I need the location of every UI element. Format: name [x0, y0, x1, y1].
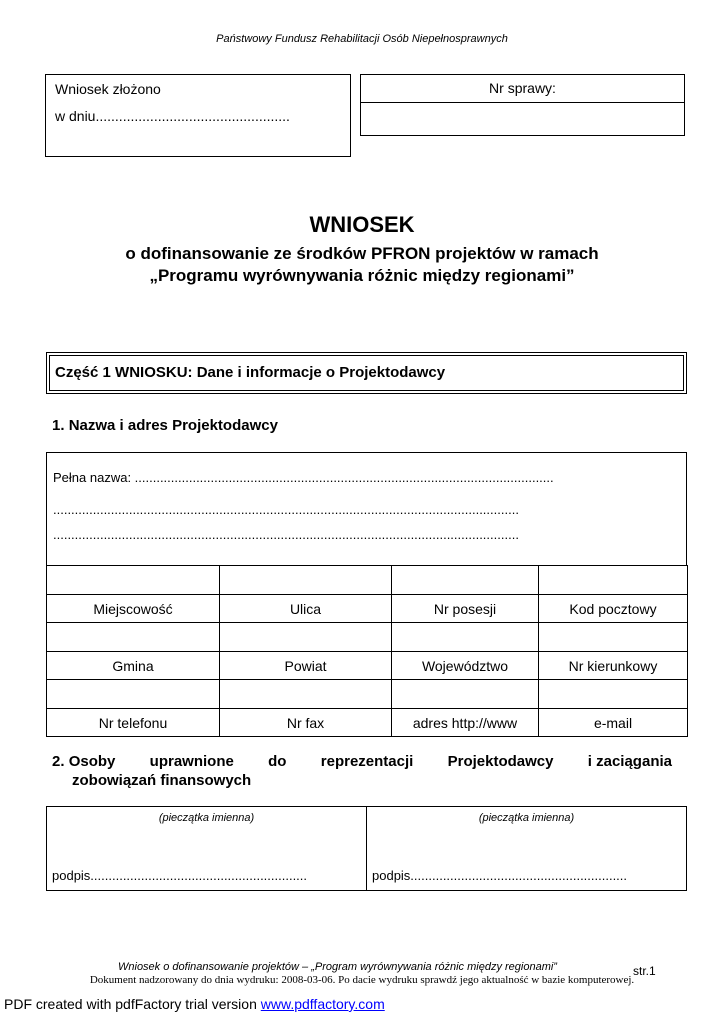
district-field[interactable]	[220, 623, 392, 652]
fax-field[interactable]	[220, 680, 392, 709]
question-2-word: reprezentacji	[320, 753, 414, 770]
street-field[interactable]	[220, 566, 392, 595]
question-2-word: Osoby	[68, 753, 116, 770]
address-input-row	[47, 566, 688, 595]
submission-label: Wniosek złożono	[55, 81, 161, 97]
email-label: e-mail	[539, 709, 688, 737]
phone-label: Nr telefonu	[47, 709, 220, 737]
submission-date-box	[45, 74, 351, 157]
page-number: str.1	[633, 964, 656, 978]
question-2-number: 2.	[52, 753, 65, 770]
phone-field[interactable]	[47, 680, 220, 709]
house-number-label: Nr posesji	[392, 595, 539, 623]
section-1-heading: Część 1 WNIOSKU: Dane i informacje o Projektodawcy	[49, 355, 684, 391]
question-1-number: 1.	[52, 417, 65, 434]
address-label-row	[47, 595, 688, 623]
question-1-title: Nazwa i adres Projektodawcy	[68, 417, 278, 434]
website-label: adres http://www	[392, 709, 539, 737]
area-code-field[interactable]	[539, 623, 688, 652]
voivodeship-label: Województwo	[392, 652, 539, 680]
postal-code-field[interactable]	[539, 566, 688, 595]
question-2-word: do	[268, 753, 287, 770]
question-1-heading	[52, 417, 278, 434]
house-number-field[interactable]	[392, 566, 539, 595]
contact-label-row	[47, 709, 688, 737]
email-field[interactable]	[539, 680, 688, 709]
case-number-label: Nr sprawy:	[361, 75, 684, 103]
website-field[interactable]	[392, 680, 539, 709]
pdffactory-link[interactable]: www.pdffactory.com	[260, 996, 385, 1012]
full-name-dots-3: .................................................................................................................................	[53, 527, 519, 542]
address-table	[46, 565, 688, 737]
district-label: Powiat	[220, 652, 392, 680]
signature-line: podpis............................................................	[52, 868, 308, 883]
fax-label: Nr fax	[220, 709, 392, 737]
question-2-word: uprawnione	[149, 753, 234, 770]
city-field[interactable]	[47, 566, 220, 595]
document-title: WNIOSEK	[309, 212, 415, 237]
document-subtitle	[0, 243, 724, 287]
signature-box	[46, 806, 687, 891]
section-1-header	[46, 352, 687, 394]
region-label-row	[47, 652, 688, 680]
case-number-box	[360, 74, 685, 136]
signature-cell-2[interactable]	[366, 807, 686, 890]
question-2-heading	[52, 752, 672, 790]
street-label: Ulica	[220, 595, 392, 623]
stamp-label: (pieczątka imienna)	[478, 812, 575, 824]
voivodeship-field[interactable]	[392, 623, 539, 652]
full-name-dots-2: .................................................................................................................................	[53, 502, 519, 517]
submission-date-line: w dniu..................................................	[55, 108, 290, 124]
full-name-box	[46, 452, 687, 565]
subtitle-line-2: „Programu wyrównywania różnic między regionami”	[149, 266, 575, 285]
city-label: Miejscowość	[47, 595, 220, 623]
commune-field[interactable]	[47, 623, 220, 652]
pdf-notice-text: PDF created with pdfFactory trial version	[4, 996, 261, 1012]
postal-code-label: Kod pocztowy	[539, 595, 688, 623]
subtitle-line-1: o dofinansowanie ze środków PFRON projektów w ramach	[125, 244, 599, 263]
signature-cell-1[interactable]	[47, 807, 366, 890]
footer-program: Wniosek o dofinansowanie projektów – „Program wyrównywania różnic między regionami”	[118, 961, 557, 973]
region-input-row	[47, 623, 688, 652]
commune-label: Gmina	[47, 652, 220, 680]
question-2-word: Projektodawcy	[447, 753, 554, 770]
pdf-notice	[4, 996, 385, 1012]
signature-line: podpis............................................................	[372, 868, 628, 883]
question-2-number-word-1	[52, 752, 115, 771]
footer-note: Dokument nadzorowany do dnia wydruku: 2008-03-06. Po dacie wydruku sprawdź jego aktualność w bazie komputerowej.	[89, 974, 635, 986]
contact-input-row	[47, 680, 688, 709]
question-2-line-2: zobowiązań finansowych	[72, 772, 252, 789]
question-2-word: i zaciągania	[587, 753, 672, 770]
stamp-label: (pieczątka imienna)	[158, 812, 255, 824]
full-name-line: Pełna nazwa: ....................................................................................................................	[53, 470, 554, 485]
area-code-label: Nr kierunkowy	[539, 652, 688, 680]
header-organization: Państwowy Fundusz Rehabilitacji Osób Niepełnosprawnych	[216, 33, 508, 45]
